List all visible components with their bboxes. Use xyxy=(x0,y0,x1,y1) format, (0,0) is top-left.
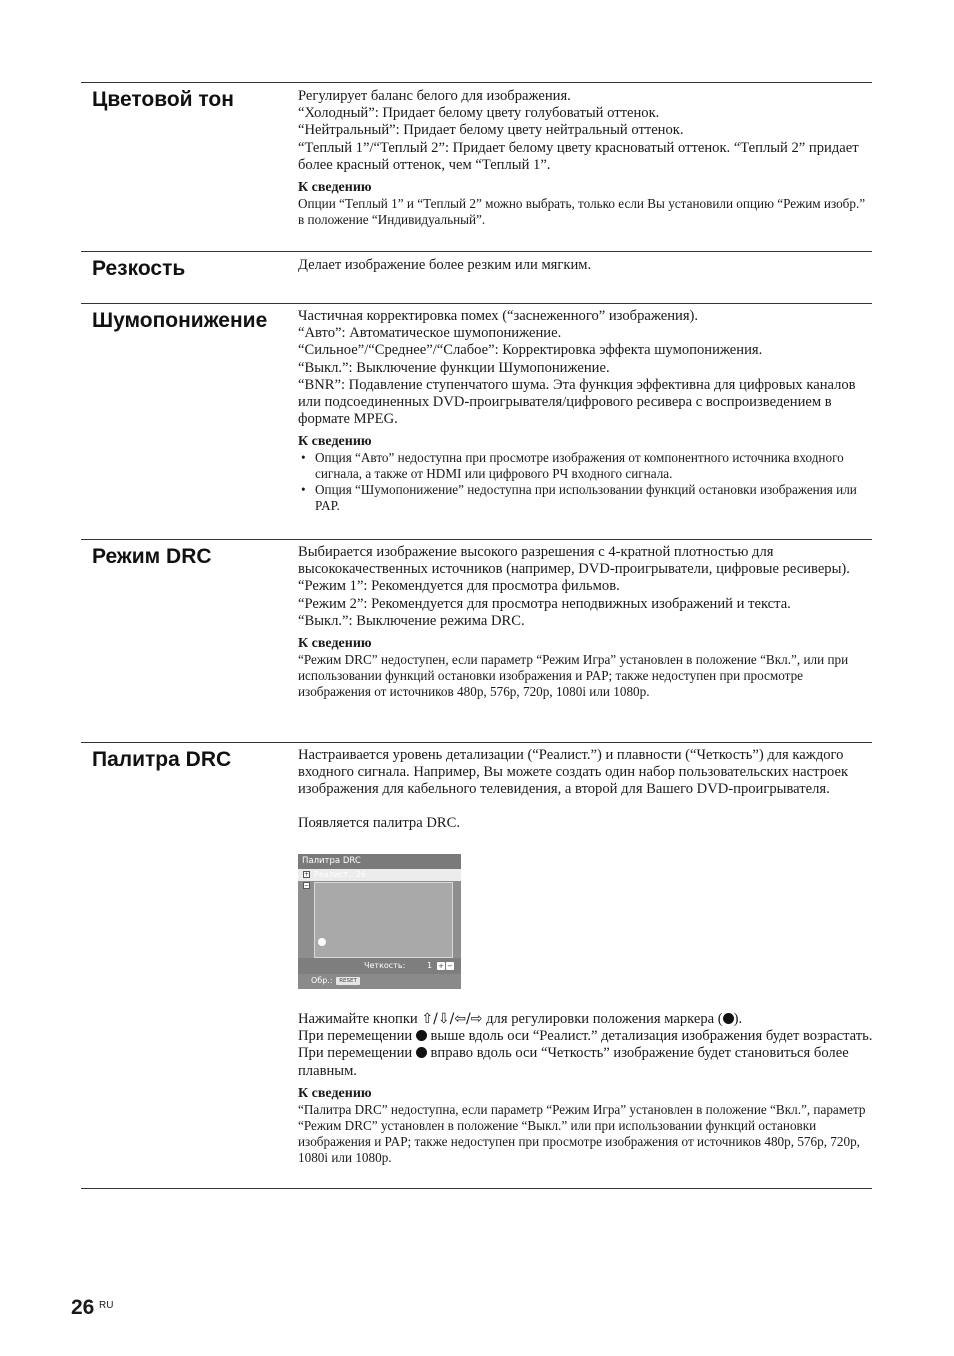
note-title: К сведению xyxy=(298,434,372,450)
desc-line: “Выкл.”: Выключение режима DRC. xyxy=(298,612,525,629)
desc-line: “Сильное”/“Среднее”/“Слабое”: Корректировка эффекта шумопонижения. xyxy=(298,342,763,359)
section-term: Цветовой тон xyxy=(92,88,234,111)
palette-sharp-value: 1 xyxy=(427,961,433,970)
marker-dot-icon xyxy=(723,1013,734,1024)
desc-line: “Режим 1”: Рекомендуется для просмотра фильмов. xyxy=(298,578,620,595)
section-divider xyxy=(81,539,872,540)
desc-line: Делает изображение более резким или мягким. xyxy=(298,257,592,273)
palette-appears-text: Появляется палитра DRC. xyxy=(298,814,460,831)
desc-line: “Теплый 1”/“Теплый 2”: Придает белому цвету красноватый оттенок. “Теплый 2” придает более красный оттенок, чем “Теплый 1”. xyxy=(298,139,859,173)
section-description xyxy=(298,747,874,832)
section-description xyxy=(298,257,874,274)
note-bullet: • Опция “Шумопонижение” недоступна при использовании функций остановки изображения или PAP. xyxy=(298,482,874,514)
drc-palette-image xyxy=(298,854,461,989)
desc-line: Выбирается изображение высокого разрешения с 4-кратной плотностью для высококачественных источников (например, DVD-проигрыватели, цифровые ресиверы). xyxy=(298,544,850,578)
desc-line: Регулирует баланс белого для изображения. xyxy=(298,88,571,104)
minus-icon: − xyxy=(447,962,453,970)
plus-icon: + xyxy=(438,962,444,970)
section-divider xyxy=(81,1188,872,1189)
note-title: К сведению xyxy=(298,1085,372,1101)
page-language: RU xyxy=(99,1300,114,1311)
desc-line: “Режим 2”: Рекомендуется для просмотра неподвижных изображений и текста. xyxy=(298,595,791,612)
section-description xyxy=(298,308,874,514)
palette-title: Палитра DRC xyxy=(298,854,461,869)
note-text: Опции “Теплый 1” и “Теплый 2” можно выбрать, только если Вы установили опцию “Режим изобр.” в положение “Индивидуальный”. xyxy=(298,196,866,228)
desc-line: “BNR”: Подавление ступенчатого шума. Эта функция эффективна для цифровых каналов или подсоединенных DVD-проигрывателя/цифрового ресивера с воспроизведением в формате MPEG. xyxy=(298,376,856,428)
section-divider xyxy=(81,742,872,743)
desc-line: “Выкл.”: Выключение функции Шумопонижение. xyxy=(298,359,610,376)
palette-field xyxy=(314,882,453,958)
marker-dot-icon xyxy=(416,1030,427,1041)
section-divider xyxy=(81,251,872,252)
desc-line: “Холодный”: Придает белому цвету голубоватый оттенок. xyxy=(298,105,660,122)
note-text: “Палитра DRC” недоступна, если параметр “Режим Игра” установлен в положение “Вкл.”, параметр “Режим DRC” установлен в положение “Выкл.” или при использовании функций остановки изображения и PAP; также недоступен при просмотре изображения от источников 480p, 576p, 720p, 1080i или 1080p. xyxy=(298,1101,866,1165)
section-description-cont xyxy=(298,1011,874,1166)
section-description xyxy=(298,544,874,700)
section-term: Режим DRC xyxy=(92,545,212,568)
palette-reset-badge: RESET xyxy=(336,977,360,985)
section-term: Шумопонижение xyxy=(92,309,268,332)
minus-icon: − xyxy=(304,882,310,889)
desc-move-line: При перемещении выше вдоль оси “Реалист.” детализация изображения будет возрастать. При перемещении вправо вдоль оси “Четкость” изображение будет становиться более плавным. xyxy=(298,1028,873,1079)
arrow-keys-icon: ⇧/⇩/⇦/⇨ xyxy=(421,1011,483,1027)
desc-line: Частичная корректировка помех (“заснеженного” изображения). xyxy=(298,308,699,324)
section-term: Резкость xyxy=(92,257,186,280)
section-divider xyxy=(81,82,872,83)
marker-dot-icon xyxy=(318,938,326,946)
desc-intro: Настраивается уровень детализации (“Реалист.”) и плавности (“Четкость”) для каждого входного сигнала. Например, Вы можете создать один набор пользовательских настроек изображения для кабельного телевидения, а второй для Вашего DVD-проигрывателя. xyxy=(298,747,849,798)
note-bullet: • Опция “Авто” недоступна при просмотре изображения от компонентного источника входного сигнала, а также от HDMI или цифрового РЧ входного сигнала. xyxy=(298,450,874,482)
palette-obr-label: Обр.: xyxy=(311,976,333,985)
palette-real-label: Реалист.: 26 xyxy=(314,870,366,879)
section-divider xyxy=(81,303,872,304)
section-description xyxy=(298,88,874,228)
note-list xyxy=(298,450,874,514)
section-term: Палитра DRC xyxy=(92,748,232,771)
palette-sharp-label: Четкость: xyxy=(364,961,406,970)
note-title: К сведению xyxy=(298,180,372,196)
page-number: 26 xyxy=(71,1296,95,1319)
desc-line: “Авто”: Автоматическое шумопонижение. xyxy=(298,325,562,342)
desc-press-line: Нажимайте кнопки ⇧/⇩/⇦/⇨ для регулировки положения маркера ( ). xyxy=(298,1011,743,1027)
note-text: “Режим DRC” недоступен, если параметр “Режим Игра” установлен в положение “Вкл.”, или при использовании функций остановки изображения и PAP; также недоступен при просмотре изображения от источников 480p, 576p, 720p, 1080i или 1080p. xyxy=(298,652,849,700)
desc-line: “Нейтральный”: Придает белому цвету нейтральный оттенок. xyxy=(298,122,684,139)
note-title: К сведению xyxy=(298,636,372,652)
plus-icon: + xyxy=(304,871,310,878)
marker-dot-icon xyxy=(416,1047,427,1058)
